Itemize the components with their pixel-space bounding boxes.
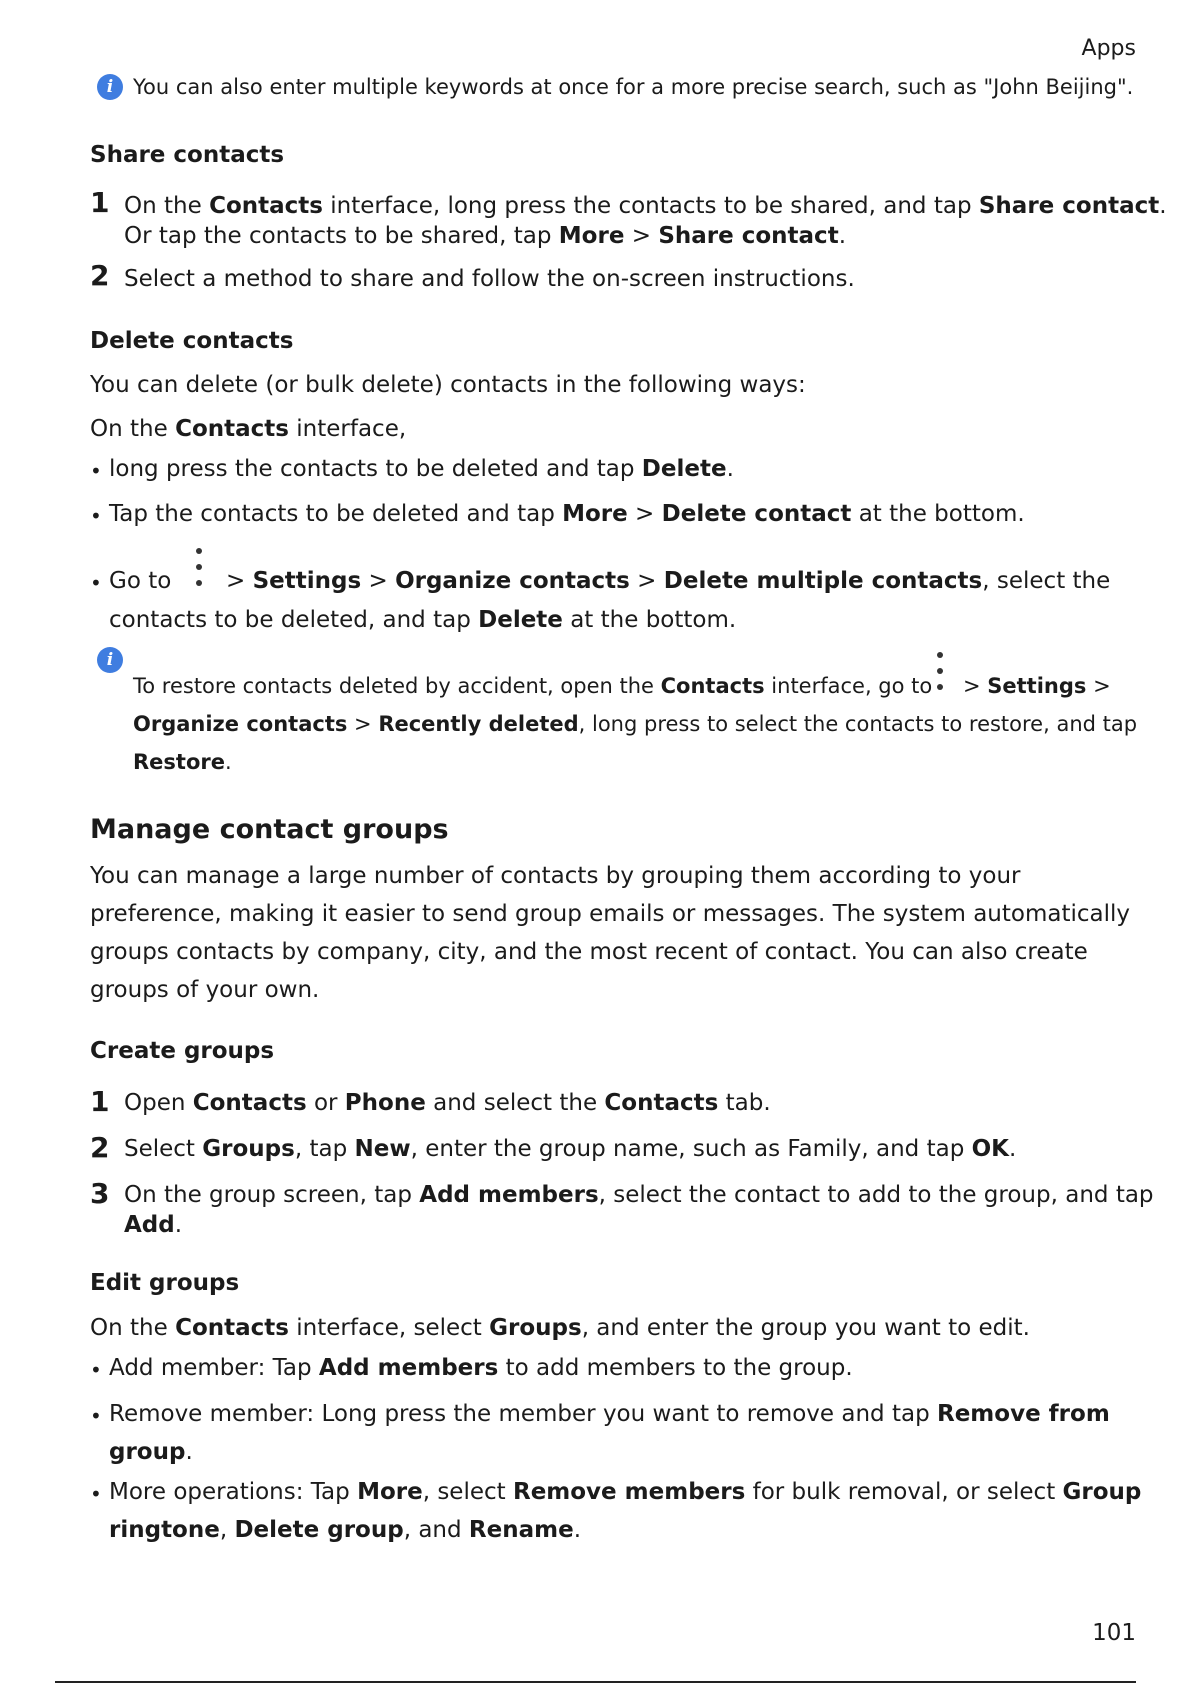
edit-bullet-3-line2: ringtone, Delete group, and Rename.	[109, 1517, 582, 1543]
share-step-1: On the Contacts interface, long press the contacts to be shared, and tap Share contact. Or tap the contacts to be shared, tap More > Share contact.	[124, 193, 1167, 249]
delete-bullet-3: > Settings > Organize contacts > Delete multiple contacts, select the	[226, 568, 1111, 594]
manage-line-3: groups contacts by company, city, and the most recent of contact. You can also create	[90, 939, 1088, 965]
step-number: 2	[90, 259, 110, 292]
restore-note-line2: Organize contacts > Recently deleted, long press to select the contacts to restore, and tap	[133, 712, 1138, 736]
more-vertical-icon	[935, 652, 945, 700]
page-number: 101	[1092, 1620, 1136, 1646]
delete-bullet-3-line2: contacts to be deleted, and tap Delete at the bottom.	[109, 607, 737, 633]
restore-note-line3: Restore.	[133, 750, 232, 774]
edit-bullet-1: Add member: Tap Add members to add members to the group.	[109, 1355, 853, 1381]
restore-note-line1: To restore contacts deleted by accident, open the Contacts interface, go to	[133, 674, 933, 698]
delete-heading: Delete contacts	[90, 328, 294, 354]
footer-rule	[55, 1681, 1136, 1683]
create-heading: Create groups	[90, 1038, 275, 1064]
share-heading: Share contacts	[90, 142, 285, 168]
manage-heading: Manage contact groups	[90, 814, 449, 845]
delete-bullet-2: Tap the contacts to be deleted and tap More > Delete contact at the bottom.	[109, 501, 1025, 527]
create-step-3: On the group screen, tap Add members, select the contact to add to the group, and tap Add.	[124, 1182, 1154, 1238]
restore-note-line1-end: > Settings >	[963, 674, 1111, 698]
page-header-section: Apps	[1081, 36, 1136, 61]
edit-bullet-2-line2: group.	[109, 1439, 193, 1465]
edit-intro: On the Contacts interface, select Groups, and enter the group you want to edit.	[90, 1315, 1030, 1341]
manage-line-4: groups of your own.	[90, 977, 320, 1003]
edit-bullet-3: More operations: Tap More, select Remove members for bulk removal, or select Group	[109, 1479, 1142, 1505]
more-vertical-icon	[194, 548, 204, 596]
note-search-tip: You can also enter multiple keywords at once for a more precise search, such as "John Beijing".	[133, 75, 1134, 99]
create-step-1: Open Contacts or Phone and select the Contacts tab.	[124, 1090, 771, 1116]
create-step-2: Select Groups, tap New, enter the group name, such as Family, and tap OK.	[124, 1136, 1017, 1162]
delete-on-contacts: On the Contacts interface,	[90, 416, 407, 442]
step-number: 1	[90, 1085, 110, 1118]
edit-bullet-2: Remove member: Long press the member you want to remove and tap Remove from	[109, 1401, 1110, 1427]
step-number: 3	[90, 1177, 110, 1210]
delete-intro: You can delete (or bulk delete) contacts in the following ways:	[90, 372, 806, 398]
delete-bullet-1: long press the contacts to be deleted and tap Delete.	[109, 456, 734, 482]
edit-heading: Edit groups	[90, 1270, 240, 1296]
step-number: 1	[90, 186, 110, 219]
manage-line-2: preference, making it easier to send group emails or messages. The system automatically	[90, 901, 1131, 927]
delete-bullet-3-label: Go to	[109, 568, 172, 594]
info-icon: i	[97, 74, 123, 100]
info-icon: i	[97, 647, 123, 673]
manage-line-1: You can manage a large number of contacts by grouping them according to your	[90, 863, 1021, 889]
step-number: 2	[90, 1131, 110, 1164]
share-step-2: Select a method to share and follow the on-screen instructions.	[124, 266, 855, 292]
